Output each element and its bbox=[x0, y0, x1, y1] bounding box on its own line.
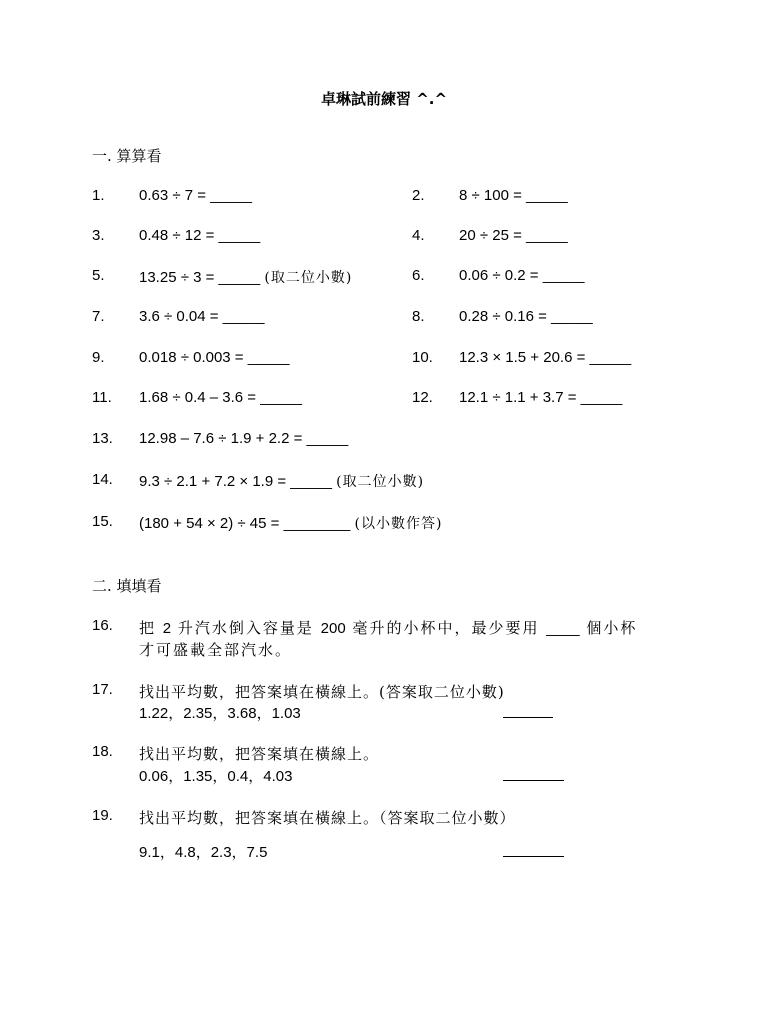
question-expression bbox=[139, 513, 442, 533]
expression-text[interactable]: 12.3 × 1.5 + 20.6 = _____ bbox=[459, 349, 632, 366]
question-16-text-a: 把 bbox=[139, 619, 163, 637]
question-17-instruction: 找出平均數，把答案填在橫線上。(答案取二位小數) bbox=[139, 683, 505, 701]
question-16-text-e: 毫升的小杯中，最少要用 bbox=[345, 619, 547, 637]
question-number: 12. bbox=[412, 389, 433, 406]
question-19-answer-line[interactable] bbox=[503, 855, 564, 857]
question-1 bbox=[92, 187, 392, 207]
question-8 bbox=[412, 308, 712, 328]
question-number: 8. bbox=[412, 308, 425, 325]
question-expression bbox=[139, 349, 289, 366]
question-17-answer-line[interactable] bbox=[503, 716, 553, 718]
question-expression bbox=[139, 308, 264, 325]
question-2 bbox=[412, 187, 712, 207]
question-13 bbox=[92, 430, 652, 450]
question-number: 7. bbox=[92, 308, 105, 325]
section-heading-fill-in: 二. 填填看 bbox=[92, 577, 162, 595]
expression-text[interactable]: 0.48 ÷ 12 = _____ bbox=[139, 227, 261, 244]
expression-text[interactable]: 20 ÷ 25 = _____ bbox=[459, 227, 568, 244]
question-3 bbox=[92, 227, 392, 247]
question-16-line-2: 才可盛載全部汽水。 bbox=[139, 641, 293, 659]
question-16-text-f: 個小杯 bbox=[579, 619, 638, 637]
question-11 bbox=[92, 389, 392, 409]
question-5 bbox=[92, 267, 392, 287]
question-number: 5. bbox=[92, 267, 105, 284]
question-4 bbox=[412, 227, 712, 247]
expression-text[interactable]: 0.28 ÷ 0.16 = _____ bbox=[459, 308, 593, 325]
expression-text[interactable]: (180 + 54 × 2) ÷ 45 = ________ bbox=[139, 515, 355, 532]
question-number: 17. bbox=[92, 681, 113, 698]
question-expression bbox=[459, 308, 593, 325]
question-expression bbox=[139, 187, 252, 204]
question-expression bbox=[459, 267, 584, 284]
question-19-data: 9.1，4.8，2.3，7.5 bbox=[139, 844, 268, 861]
question-16-value-millilitres: 200 bbox=[320, 620, 346, 637]
question-expression bbox=[459, 349, 631, 366]
question-expression bbox=[139, 430, 348, 447]
question-number: 11. bbox=[92, 389, 112, 406]
question-16-answer-blank[interactable]: ____ bbox=[546, 620, 580, 637]
question-19-instruction: 找出平均數，把答案填在橫線上。（答案取二位小數） bbox=[139, 809, 516, 827]
question-6 bbox=[412, 267, 712, 287]
question-expression bbox=[139, 471, 424, 491]
question-17-data: 1.22，2.35，3.68，1.03 bbox=[139, 705, 301, 722]
question-10 bbox=[412, 349, 712, 369]
question-18-instruction: 找出平均數，把答案填在橫線上。 bbox=[139, 745, 380, 763]
question-18-answer-line[interactable] bbox=[503, 779, 564, 781]
question-16-text-c: 升汽水倒入容量是 bbox=[171, 619, 321, 637]
question-expression bbox=[139, 267, 352, 287]
expression-text[interactable]: 8 ÷ 100 = _____ bbox=[459, 187, 568, 204]
question-number: 15. bbox=[92, 513, 113, 530]
question-number: 14. bbox=[92, 471, 113, 488]
question-number: 13. bbox=[92, 430, 113, 447]
question-expression bbox=[459, 389, 622, 406]
section-heading-calculate: 一. 算算看 bbox=[92, 147, 162, 165]
expression-text[interactable]: 0.63 ÷ 7 = _____ bbox=[139, 187, 252, 204]
question-number: 6. bbox=[412, 267, 425, 284]
question-number: 19. bbox=[92, 807, 113, 824]
expression-text[interactable]: 12.1 ÷ 1.1 + 3.7 = _____ bbox=[459, 389, 623, 406]
question-number: 10. bbox=[412, 349, 433, 366]
rounding-note: (取二位小數) bbox=[264, 270, 353, 286]
question-number: 1. bbox=[92, 187, 105, 204]
expression-text[interactable]: 12.98 – 7.6 ÷ 1.9 + 2.2 = _____ bbox=[139, 430, 349, 447]
question-16-line-1 bbox=[139, 617, 637, 638]
question-number: 18. bbox=[92, 743, 113, 760]
question-number: 2. bbox=[412, 187, 425, 204]
question-number: 4. bbox=[412, 227, 425, 244]
expression-text[interactable]: 0.018 ÷ 0.003 = _____ bbox=[139, 349, 290, 366]
question-expression bbox=[139, 227, 260, 244]
question-number: 9. bbox=[92, 349, 105, 366]
question-7 bbox=[92, 308, 392, 328]
expression-text[interactable]: 3.6 ÷ 0.04 = _____ bbox=[139, 308, 265, 325]
expression-text[interactable]: 0.06 ÷ 0.2 = _____ bbox=[459, 267, 585, 284]
question-16-value-litres: 2 bbox=[162, 620, 172, 637]
expression-text[interactable]: 9.3 ÷ 2.1 + 7.2 × 1.9 = _____ bbox=[139, 473, 337, 490]
rounding-note: (以小數作答) bbox=[354, 516, 443, 532]
rounding-note: (取二位小數) bbox=[336, 474, 425, 490]
question-16 bbox=[92, 617, 692, 661]
expression-text[interactable]: 13.25 ÷ 3 = _____ bbox=[139, 269, 265, 286]
worksheet-title: 卓琳試前練習 ^.^ bbox=[320, 90, 448, 108]
question-expression bbox=[139, 389, 302, 406]
question-9 bbox=[92, 349, 392, 369]
question-12 bbox=[412, 389, 712, 409]
question-18-data: 0.06，1.35，0.4，4.03 bbox=[139, 768, 293, 785]
question-expression bbox=[459, 187, 568, 204]
question-expression bbox=[459, 227, 568, 244]
question-15 bbox=[92, 513, 652, 533]
question-number: 3. bbox=[92, 227, 105, 244]
question-number: 16. bbox=[92, 617, 113, 634]
expression-text[interactable]: 1.68 ÷ 0.4 – 3.6 = _____ bbox=[139, 389, 302, 406]
question-14 bbox=[92, 471, 652, 491]
